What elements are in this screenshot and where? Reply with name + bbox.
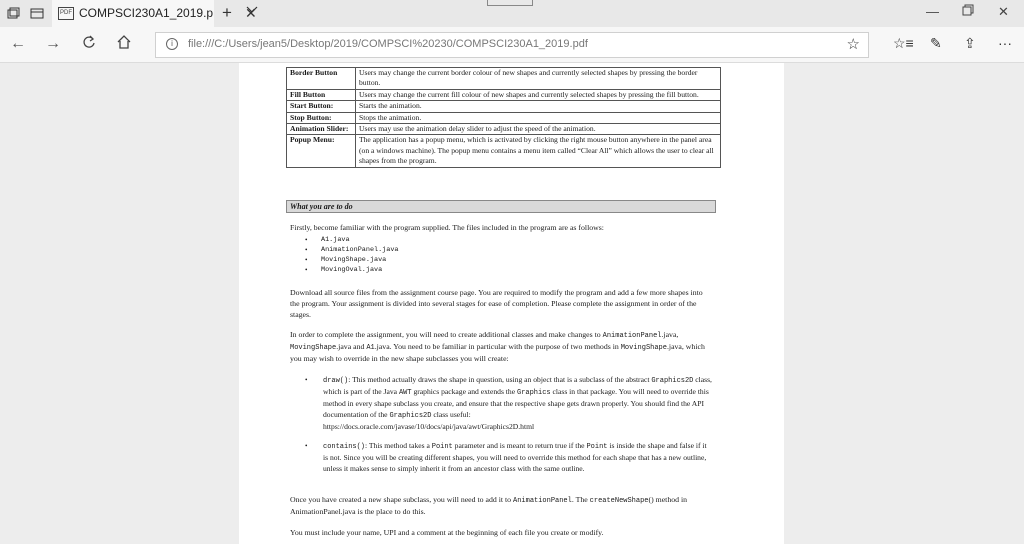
tab-bar bbox=[0, 0, 1024, 27]
close-tab-icon[interactable]: ✕ bbox=[245, 5, 257, 21]
forward-icon[interactable]: → bbox=[45, 35, 61, 52]
restore-icon[interactable] bbox=[962, 4, 974, 19]
file-item: A1.java bbox=[321, 236, 350, 244]
file-item: MovingOval.java bbox=[321, 266, 383, 274]
bullet: • bbox=[305, 442, 308, 450]
refresh-icon[interactable] bbox=[82, 35, 96, 54]
table-row: Fill Button Users may change the current fill colour of new shapes and currently selected shapes by pressing the fill button. bbox=[287, 89, 721, 100]
section-heading: What you are to do bbox=[286, 200, 716, 213]
browser-tab[interactable] bbox=[52, 0, 257, 27]
navigation-bar bbox=[0, 27, 1024, 63]
table-row: Popup Menu: The application has a popup menu, which is activated by clicking the right mouse button anywhere in the panel area (on a windows machine). The popup menu contains a menu item called “Clear All” which allows the user to clear all shapes from the program. bbox=[287, 135, 721, 167]
tab-title: COMPSCI230A1_2019.p bbox=[79, 6, 214, 20]
bullet: • bbox=[305, 266, 308, 274]
file-item: AnimationPanel.java bbox=[321, 246, 399, 254]
bullet: • bbox=[305, 256, 308, 264]
favorite-star-icon[interactable]: ☆ bbox=[846, 36, 860, 53]
notes-pen-icon[interactable]: ✎ bbox=[930, 35, 942, 51]
new-tab-icon[interactable]: + bbox=[222, 3, 232, 22]
draw-method-item: draw(): This method actually draws the shape in question, using an object that is a subclass of the abstract Graphics2D class, which is part of the Java AWT graphics package and extends the Graphics class in that package. You will need to override this method in every shape subclass you create, and ensure that the respective shape gets drawn properly. You should find the API documentation of the Graphics2D class useful: https://docs.oracle.com/javase/10/docs/api/java/awt/Graphics2D.html bbox=[323, 375, 712, 431]
home-icon[interactable] bbox=[117, 35, 131, 54]
last-paragraph: You must include your name, UPI and a comment at the beginning of each file you create or modify. bbox=[290, 528, 604, 537]
order-paragraph: In order to complete the assignment, you will need to create additional classes and make changes to AnimationPanel.java, MovingShape.java and A1.java. You need to be familiar in particular with the purpose of two methods in MovingShape.java, which you may wish to override in the new shape subclasses you will create: bbox=[290, 330, 705, 363]
contains-method-item: contains(): This method takes a Point parameter and is meant to return true if the Point is inside the shape and false if it is not. Since you will be creating different shapes, you will need to override this method for each shape that has a new outline, unless it makes sense to simply inherit it from an ancestor class with the same outline. bbox=[323, 441, 707, 473]
download-paragraph: Download all source files from the assignment course page. You are required to modify the program and add a few more shapes into the program. Your assignment is divided into several stages for ease of completion. Please complete the assignment in order of the stages. bbox=[290, 288, 703, 319]
intro-text: Firstly, become familiar with the program supplied. The files included in the program are as follows: bbox=[290, 223, 604, 232]
pdf-page bbox=[239, 63, 784, 544]
back-icon[interactable]: ← bbox=[10, 35, 26, 52]
table-row: Border Button Users may change the current border colour of new shapes and currently selected shapes by pressing the border button. bbox=[287, 68, 721, 90]
tab-preview-icon[interactable] bbox=[28, 4, 46, 22]
bullet: • bbox=[305, 376, 308, 384]
share-icon[interactable]: ⇪ bbox=[964, 35, 976, 51]
once-paragraph: Once you have created a new shape subclass, you will need to add it to AnimationPanel. The createNewShape() method in AnimationPanel.java is the place to do this. bbox=[290, 495, 688, 516]
bullet: • bbox=[305, 246, 308, 254]
table-row: Animation Slider: Users may use the animation delay slider to adjust the speed of the animation. bbox=[287, 124, 721, 135]
bullet: • bbox=[305, 236, 308, 244]
table-row: Stop Button: Stops the animation. bbox=[287, 112, 721, 123]
pdf-viewer[interactable] bbox=[0, 63, 1024, 544]
table-row: Start Button: Starts the animation. bbox=[287, 101, 721, 112]
controls-table bbox=[286, 67, 721, 168]
title-drag-handle[interactable] bbox=[487, 0, 533, 6]
pdf-icon: PDF bbox=[58, 7, 74, 20]
tab-list-chevron-icon[interactable] bbox=[246, 3, 258, 17]
address-url[interactable]: file:///C:/Users/jean5/Desktop/2019/COMPSCI%20230/COMPSCI230A1_2019.pdf bbox=[188, 38, 588, 50]
more-menu-icon[interactable]: ··· bbox=[998, 35, 1012, 51]
window-close-icon[interactable]: ✕ bbox=[998, 4, 1009, 19]
api-link[interactable]: https://docs.oracle.com/javase/10/docs/api/java/awt/Graphics2D.html bbox=[323, 421, 535, 431]
minimize-icon[interactable]: — bbox=[926, 4, 939, 19]
tab-actions-icon[interactable] bbox=[4, 4, 22, 22]
file-item: MovingShape.java bbox=[321, 256, 387, 264]
info-icon[interactable]: i bbox=[166, 38, 178, 50]
favorites-list-icon[interactable]: ☆≡ bbox=[893, 35, 914, 51]
address-bar[interactable] bbox=[155, 32, 869, 58]
